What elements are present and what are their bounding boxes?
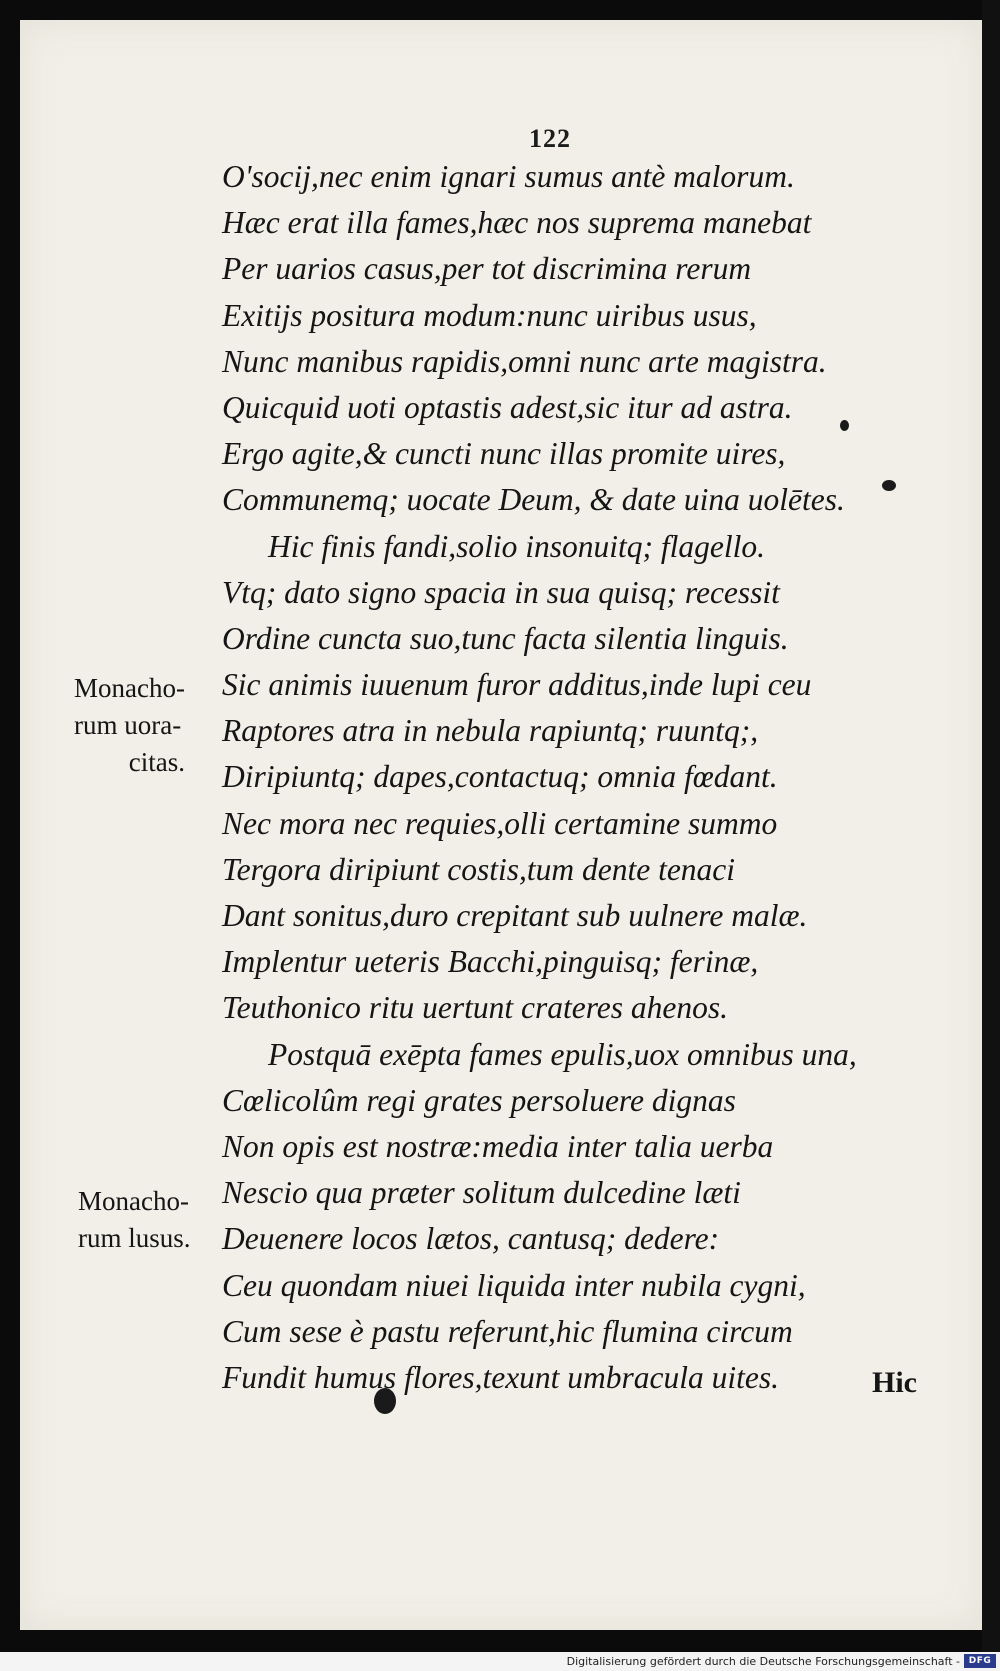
verse-line: Hæc erat illa fames,hæc nos suprema manebat <box>222 205 812 241</box>
verse-line: Ordine cuncta suo,tunc facta silentia linguis. <box>222 620 789 656</box>
footer-credit: Digitalisierung gefördert durch die Deutsche Forschungsgemeinschaft - <box>566 1655 960 1668</box>
verse-line: Non opis est nostræ:media inter talia uerba <box>222 1128 774 1164</box>
verse-line: Teuthonico ritu uertunt crateres ahenos. <box>222 990 729 1026</box>
verse-line: Nescio qua præter solitum dulcedine læti <box>222 1175 741 1211</box>
footer-bar <box>0 1652 1000 1671</box>
marginal-line: Monacho- <box>74 673 185 703</box>
verse-text-block <box>222 154 912 1401</box>
verse-line: Implentur ueteris Bacchi,pinguisq; ferinæ, <box>222 944 759 980</box>
verse-line: Vtq; dato signo spacia in sua quisq; recessit <box>222 574 780 610</box>
dfg-logo: DFG <box>964 1654 996 1668</box>
verse-line: Exitijs positura modum:nunc uiribus usus, <box>222 297 757 333</box>
scan-edge <box>982 0 1000 1652</box>
verse-line: Quicquid uoti optastis adest,sic itur ad astra. <box>222 389 793 425</box>
marginal-line: rum lusus. <box>78 1223 191 1253</box>
verse-line: Tergora diripiunt costis,tum dente tenaci <box>222 851 736 887</box>
verse-line: Communemq; uocate Deum, & date uina uolētes. <box>222 482 845 518</box>
verse-line: Fundit humus flores,texunt umbracula uites. <box>222 1359 780 1395</box>
marginal-note-voracitas <box>74 670 185 781</box>
marginal-line: rum uora- <box>74 710 182 740</box>
verse-line: Cum sese è pastu referunt,hic flumina circum <box>222 1313 793 1349</box>
verse-line: Raptores atra in nebula rapiuntq; ruuntq;, <box>222 713 759 749</box>
catchword: Hic <box>872 1366 917 1399</box>
verse-line: Diripiuntq; dapes,contactuq; omnia fœdant. <box>222 759 778 795</box>
verse-line: Hic finis fandi,solio insonuitq; flagello. <box>268 528 766 564</box>
verse-line: Postquā exēpta fames epulis,uox omnibus una, <box>268 1036 857 1072</box>
verse-line: O'socij,nec enim ignari sumus antè malorum. <box>222 159 795 194</box>
verse-line: Deuenere locos lætos, cantusq; dedere: <box>222 1221 720 1257</box>
verse-line: Nunc manibus rapidis,omni nunc arte magistra. <box>222 343 827 379</box>
verse-line: Per uarios casus,per tot discrimina rerum <box>222 251 752 287</box>
verse-line: Dant sonitus,duro crepitant sub uulnere malæ. <box>222 898 808 933</box>
verse-line: Ergo agite,& cuncti nunc illas promite uires, <box>222 436 786 472</box>
verse-line: Sic animis iuuenum furor additus,inde lupi ceu <box>222 667 812 703</box>
verse-line: Ceu quondam niuei liquida inter nubila cygni, <box>222 1267 806 1303</box>
marginal-line: Monacho- <box>78 1186 189 1216</box>
verse-line: Cœlicolûm regi grates persoluere dignas <box>222 1082 736 1118</box>
verse-line: Nec mora nec requies,olli certamine summo <box>222 805 778 841</box>
page-number: 122 <box>529 124 571 153</box>
marginal-line: citas. <box>128 747 185 777</box>
marginal-note-lusus <box>78 1183 191 1257</box>
